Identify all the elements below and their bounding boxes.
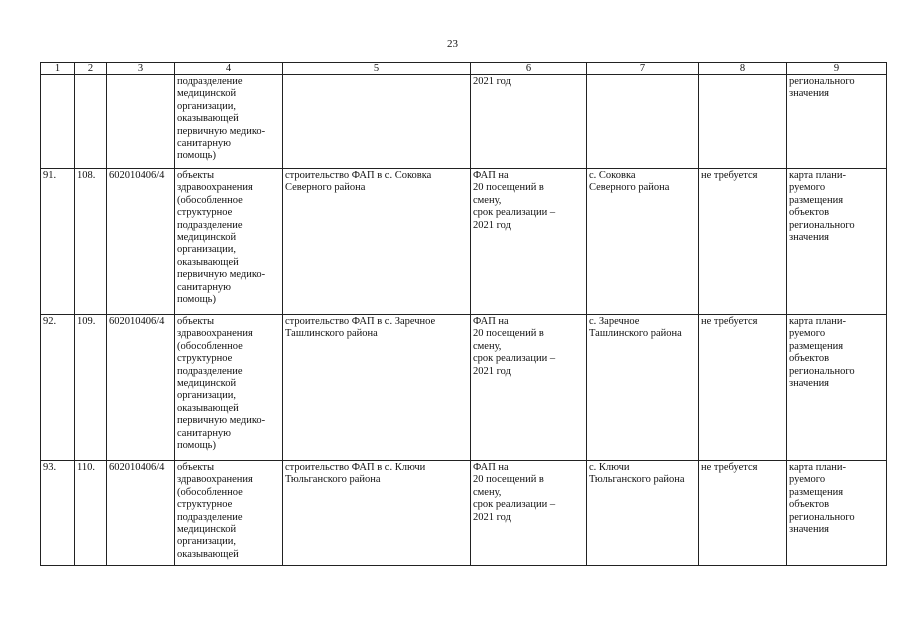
cell-row-number	[41, 75, 75, 169]
cell-zone: не требуется	[699, 315, 787, 461]
cell-object-type: подразделение медицинской организации, оказывающей первичную медико- санитарную помощь)	[175, 75, 283, 169]
column-header: 3	[107, 63, 175, 75]
header-row	[41, 63, 887, 75]
column-header: 9	[787, 63, 887, 75]
cell-object-name: строительство ФАП в с. Заречное Ташлинского района	[283, 315, 471, 461]
cell-location: с. Ключи Тюльганского района	[587, 461, 699, 566]
cell-item-number: 110.	[75, 461, 107, 566]
cell-location: с. Заречное Ташлинского района	[587, 315, 699, 461]
cell-map: карта плани- руемого размещения объектов регионального значения	[787, 169, 887, 315]
cell-item-number: 109.	[75, 315, 107, 461]
cell-characteristics: ФАП на 20 посещений в смену, срок реализации – 2021 год	[471, 169, 587, 315]
column-header: 6	[471, 63, 587, 75]
cell-location: с. Соковка Северного района	[587, 169, 699, 315]
cell-object-name	[283, 75, 471, 169]
cell-item-number	[75, 75, 107, 169]
cell-object-name: строительство ФАП в с. Соковка Северного района	[283, 169, 471, 315]
column-header: 4	[175, 63, 283, 75]
cell-map: регионального значения	[787, 75, 887, 169]
column-header: 5	[283, 63, 471, 75]
table-row	[41, 169, 887, 315]
page-number: 23	[447, 38, 458, 50]
cell-map: карта плани- руемого размещения объектов регионального значения	[787, 315, 887, 461]
table-row	[41, 461, 887, 566]
cell-item-number: 108.	[75, 169, 107, 315]
cell-map: карта плани- руемого размещения объектов регионального значения	[787, 461, 887, 566]
cell-row-number: 93.	[41, 461, 75, 566]
cell-object-type: объекты здравоохранения (обособленное структурное подразделение медицинской организации, оказывающей	[175, 461, 283, 566]
cell-row-number: 92.	[41, 315, 75, 461]
cell-code: 602010406/4	[107, 169, 175, 315]
cell-zone	[699, 75, 787, 169]
column-header: 2	[75, 63, 107, 75]
column-header: 8	[699, 63, 787, 75]
registry-table	[40, 62, 887, 566]
cell-code: 602010406/4	[107, 461, 175, 566]
cell-zone: не требуется	[699, 169, 787, 315]
cell-characteristics: ФАП на 20 посещений в смену, срок реализации – 2021 год	[471, 315, 587, 461]
column-header: 7	[587, 63, 699, 75]
table-row	[41, 75, 887, 169]
cell-row-number: 91.	[41, 169, 75, 315]
cell-code	[107, 75, 175, 169]
column-header: 1	[41, 63, 75, 75]
cell-characteristics: 2021 год	[471, 75, 587, 169]
cell-location	[587, 75, 699, 169]
cell-characteristics: ФАП на 20 посещений в смену, срок реализации – 2021 год	[471, 461, 587, 566]
cell-object-name: строительство ФАП в с. Ключи Тюльганского района	[283, 461, 471, 566]
cell-object-type: объекты здравоохранения (обособленное структурное подразделение медицинской организации, оказывающей первичную медико- санитарную помощь)	[175, 315, 283, 461]
cell-zone: не требуется	[699, 461, 787, 566]
table-row	[41, 315, 887, 461]
cell-object-type: объекты здравоохранения (обособленное структурное подразделение медицинской организации, оказывающей первичную медико- санитарную помощь)	[175, 169, 283, 315]
cell-code: 602010406/4	[107, 315, 175, 461]
